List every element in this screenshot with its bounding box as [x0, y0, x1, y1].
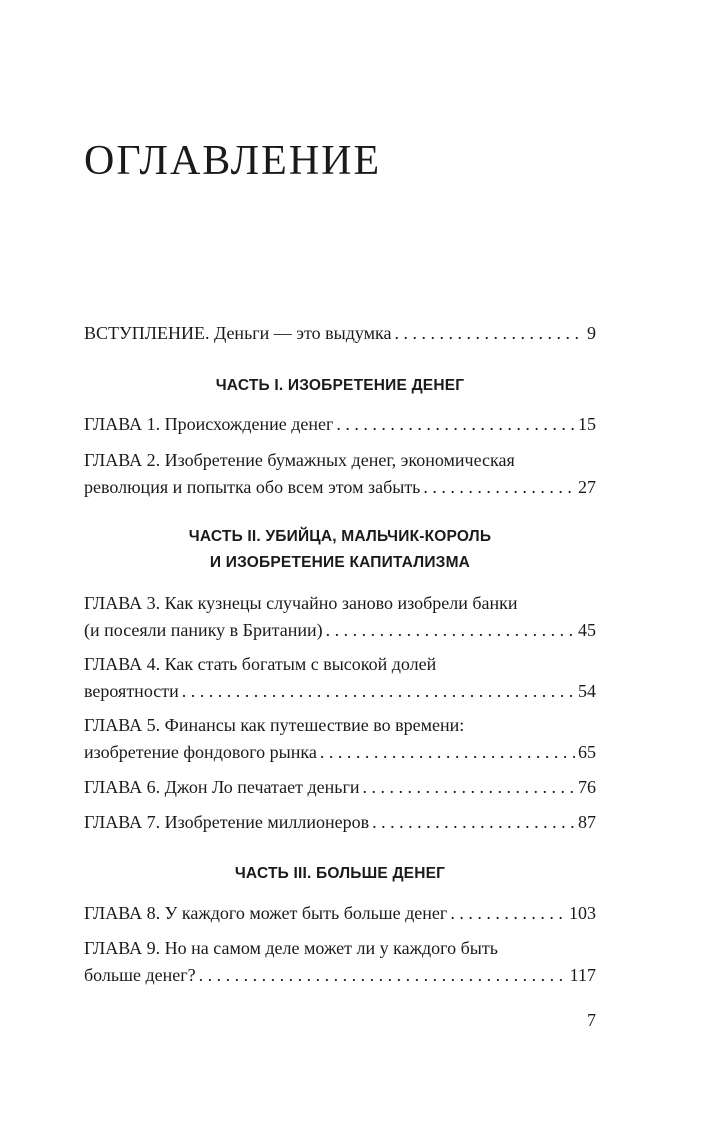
toc-entry-chapter-2-line-1[interactable]: ГЛАВА 2. Изобретение бумажных денег, экономическая: [84, 450, 515, 470]
toc-entry-title: ГЛАВА 7. Изобретение миллионеров: [84, 812, 370, 832]
toc-entry-intro[interactable]: [84, 322, 596, 344]
toc-entry-chapter-9-line-1[interactable]: ГЛАВА 9. Но на самом деле может ли у каждого быть: [84, 938, 498, 958]
toc-page-number: 45: [578, 620, 596, 640]
toc-entry-chapter-3[interactable]: [84, 619, 596, 641]
part-heading-2: [84, 524, 596, 576]
toc-entry-chapter-9[interactable]: [84, 964, 596, 986]
dot-leader: [423, 476, 575, 498]
toc-entry-chapter-6[interactable]: [84, 776, 596, 798]
part-heading-line: ЧАСТЬ III. БОЛЬШЕ ДЕНЕГ: [234, 865, 446, 882]
part-heading-line: ЧАСТЬ I. ИЗОБРЕТЕНИЕ ДЕНЕГ: [215, 377, 465, 394]
toc-entry-chapter-5-line-1[interactable]: ГЛАВА 5. Финансы как путешествие во времени:: [84, 715, 465, 735]
toc-page-number: 76: [578, 777, 596, 797]
toc-entry-title: ВСТУПЛЕНИЕ. Деньги — это выдумка: [84, 323, 392, 343]
toc-entry-chapter-1[interactable]: [84, 413, 596, 435]
toc-entry-chapter-4-line-1[interactable]: ГЛАВА 4. Как стать богатым с высокой долей: [84, 654, 437, 674]
part-heading-line: ЧАСТЬ II. УБИЙЦА, МАЛЬЧИК-КОРОЛЬ: [188, 528, 492, 545]
toc-entry-title: (и посеяли панику в Британии): [84, 620, 323, 640]
page-folio: 7: [587, 1010, 596, 1030]
toc-page-number: 103: [569, 903, 596, 923]
dot-leader: [182, 680, 575, 702]
toc-page-number: 15: [578, 414, 596, 434]
dot-leader: [199, 964, 567, 986]
dot-leader: [320, 741, 575, 763]
part-heading-line: И ИЗОБРЕТЕНИЕ КАПИТАЛИЗМА: [209, 554, 471, 571]
toc-page-number: 87: [578, 812, 596, 832]
dot-leader: [362, 776, 575, 798]
toc-entry-title: вероятности: [84, 681, 179, 701]
toc-entry-chapter-8[interactable]: [84, 902, 596, 924]
dot-leader: [395, 322, 584, 344]
toc-page-number: 54: [578, 681, 596, 701]
toc-entry-title: ГЛАВА 8. У каждого может быть больше денег: [84, 903, 448, 923]
dot-leader: [336, 413, 575, 435]
page-title: ОГЛАВЛЕНИЕ: [84, 138, 382, 184]
toc-entry-title: революция и попытка обо всем этом забыть: [84, 477, 421, 497]
dot-leader: [372, 811, 575, 833]
toc-entry-title: больше денег?: [84, 965, 196, 985]
dot-leader: [326, 619, 575, 641]
toc-entry-chapter-3-line-1[interactable]: ГЛАВА 3. Как кузнецы случайно заново изобрели банки: [84, 593, 518, 613]
toc-entry-chapter-5[interactable]: [84, 741, 596, 763]
toc-entry-chapter-7[interactable]: [84, 811, 596, 833]
part-heading-3: [84, 861, 596, 887]
toc-entry-chapter-2[interactable]: [84, 476, 596, 498]
toc-page-number: 9: [587, 323, 596, 343]
toc-page-number: 27: [578, 477, 596, 497]
toc-entry-title: ГЛАВА 1. Происхождение денег: [84, 414, 334, 434]
dot-leader: [450, 902, 566, 924]
toc-page-number: 117: [569, 965, 596, 985]
toc-entry-title: изобретение фондового рынка: [84, 742, 317, 762]
part-heading-1: [84, 373, 596, 399]
toc-entry-title: ГЛАВА 6. Джон Ло печатает деньги: [84, 777, 360, 797]
toc-entry-chapter-4[interactable]: [84, 680, 596, 702]
toc-page-number: 65: [578, 742, 596, 762]
